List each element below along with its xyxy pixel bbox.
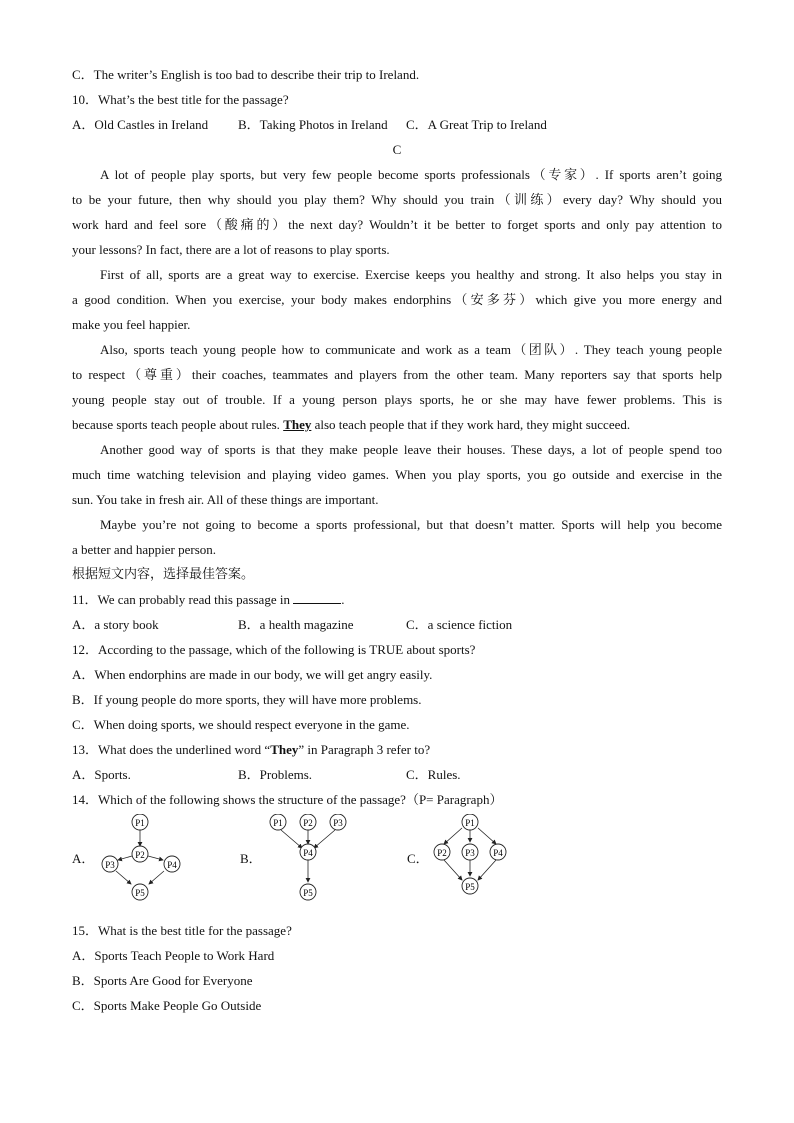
q11-stem <box>72 587 722 612</box>
node-p1 <box>270 814 286 830</box>
q12-stem: 12．According to the passage, which of the following is TRUE about sports? <box>72 642 476 657</box>
q14-option-c-label: C． <box>407 851 429 866</box>
svg-text:P5: P5 <box>465 882 475 892</box>
node-p2 <box>300 814 316 830</box>
svg-text:P4: P4 <box>493 848 503 858</box>
svg-text:P2: P2 <box>303 818 313 828</box>
node-p1 <box>132 814 148 830</box>
q10-option-b: B．Taking Photos in Ireland <box>238 117 388 132</box>
svg-text:P1: P1 <box>135 818 145 828</box>
node-p4 <box>164 856 180 872</box>
q13-stem <box>72 737 722 762</box>
node-p3 <box>102 856 118 872</box>
q13-stem-end: ” in Paragraph 3 refer to? <box>298 742 431 757</box>
svg-text:P1: P1 <box>273 818 283 828</box>
q11-stem-text: 11．We can probably read this passage in <box>72 592 294 607</box>
passage-p4-line: Another good way of sports is that they make people leave their houses. These days, a lot of people spend too <box>100 442 722 457</box>
node-p4 <box>300 844 316 860</box>
q10-option-a: A．Old Castles in Ireland <box>72 117 209 132</box>
q14-diagram-c <box>430 814 520 904</box>
q13-options <box>72 762 722 787</box>
q12-option-a: A．When endorphins are made in our body, we will get angry easily. <box>72 667 433 682</box>
svg-text:P4: P4 <box>303 848 313 858</box>
node-p4 <box>490 844 506 860</box>
svg-text:P5: P5 <box>303 888 313 898</box>
q9-option-c: C．The writer’s English is too bad to describe their trip to Ireland. <box>72 67 420 82</box>
q15-option-c: C．Sports Make People Go Outside <box>72 998 262 1013</box>
q13-option-b: B．Problems. <box>238 767 313 782</box>
svg-text:P1: P1 <box>465 818 475 828</box>
q14-option-b-label: B． <box>240 851 262 866</box>
passage-p2-line: a good condition. When you exercise, your body makes endorphins（安多芬）which give you more energy and <box>72 292 722 307</box>
passage-p5-line: a better and happier person. <box>72 542 217 557</box>
svg-text:P2: P2 <box>135 850 145 860</box>
q14-diagrams <box>72 814 722 914</box>
underlined-word-they: They <box>283 417 312 432</box>
q14-stem: 14．Which of the following shows the structure of the passage?（P= Paragraph） <box>72 792 503 807</box>
q15-option-b: B．Sports Are Good for Everyone <box>72 973 253 988</box>
q14-diagram-b <box>266 814 356 904</box>
q11-stem-end: . <box>341 592 345 607</box>
node-p5 <box>132 884 148 900</box>
document-page <box>72 62 722 1018</box>
q11-options <box>72 612 722 637</box>
q13-option-a: A．Sports. <box>72 767 131 782</box>
q13-option-c: C．Rules. <box>406 767 461 782</box>
q11-option-a: A．a story book <box>72 617 159 632</box>
q15-stem: 15．What is the best title for the passage? <box>72 923 292 938</box>
q12-option-c: C．When doing sports, we should respect everyone in the game. <box>72 717 410 732</box>
passage-p1-line: to be your future, then why should you play them? Why should you train（训练）every day? Why should you <box>72 192 722 207</box>
passage-p1-line: work hard and feel sore（酸痛的）the next day? Wouldn’t it be better to forget sports and only pay attention to <box>72 217 722 232</box>
passage-p3-line: Also, sports teach young people how to communicate and work as a team（团队）. They teach young people <box>100 342 722 357</box>
passage-p3-line: to respect（尊重）their coaches, teammates and players from the other team. Many reporters say that sports help <box>72 367 722 382</box>
passage <box>72 162 722 562</box>
q14-option-a-label: A． <box>72 851 95 866</box>
passage-p1-line: your lessons? In fact, there are a lot of reasons to play sports. <box>72 242 390 257</box>
passage-p2-line: make you feel happier. <box>72 317 191 332</box>
svg-text:P3: P3 <box>465 848 475 858</box>
passage-p3-last-line <box>72 412 722 437</box>
svg-text:P4: P4 <box>167 860 177 870</box>
passage-p1-line: A lot of people play sports, but very few people become sports professionals（专家）. If sports aren’t going <box>100 167 722 182</box>
answer-blank <box>293 589 341 604</box>
node-p3 <box>462 844 478 860</box>
svg-text:P5: P5 <box>135 888 145 898</box>
svg-text:P2: P2 <box>437 848 447 858</box>
q14-diagram-a <box>100 814 190 904</box>
q10-option-c: C．A Great Trip to Ireland <box>406 117 547 132</box>
passage-p3-tail: also teach people that if they work hard, they might succeed. <box>311 417 631 432</box>
passage-p3-line: young people stay out of trouble. If a young person plays sports, he or she may have fewer problems. This is <box>72 392 722 407</box>
passage-p4-line: sun. You take in fresh air. All of these things are important. <box>72 492 379 507</box>
svg-text:P3: P3 <box>333 818 343 828</box>
node-p2 <box>132 846 148 862</box>
node-p3 <box>330 814 346 830</box>
node-p2 <box>434 844 450 860</box>
node-p5 <box>300 884 316 900</box>
passage-p5-line: Maybe you’re not going to become a sports professional, but that doesn’t matter. Sports will help you become <box>100 517 722 532</box>
passage-p3-text: because sports teach people about rules. <box>72 417 284 432</box>
q10-stem: 10．What’s the best title for the passage? <box>72 92 289 107</box>
passage-p2-line: First of all, sports are a great way to exercise. Exercise keeps you healthy and strong. It also helps you stay in <box>100 267 722 282</box>
q13-stem-text: 13．What does the underlined word “ <box>72 742 271 757</box>
q15-option-a: A．Sports Teach People to Work Hard <box>72 948 275 963</box>
instruction: 根据短文内容，选择最佳答案。 <box>72 567 255 582</box>
q11-option-b: B．a health magazine <box>238 617 354 632</box>
node-p1 <box>462 814 478 830</box>
q11-option-c: C．a science fiction <box>406 617 513 632</box>
section-label: C <box>392 142 402 157</box>
q10-options <box>72 112 722 137</box>
q13-bold-word: They <box>270 742 299 757</box>
node-p5 <box>462 878 478 894</box>
passage-p4-line: much time watching television and playing video games. When you play sports, you go outside and exercise in the <box>72 467 722 482</box>
svg-text:P3: P3 <box>105 860 115 870</box>
q12-option-b: B．If young people do more sports, they will have more problems. <box>72 692 422 707</box>
